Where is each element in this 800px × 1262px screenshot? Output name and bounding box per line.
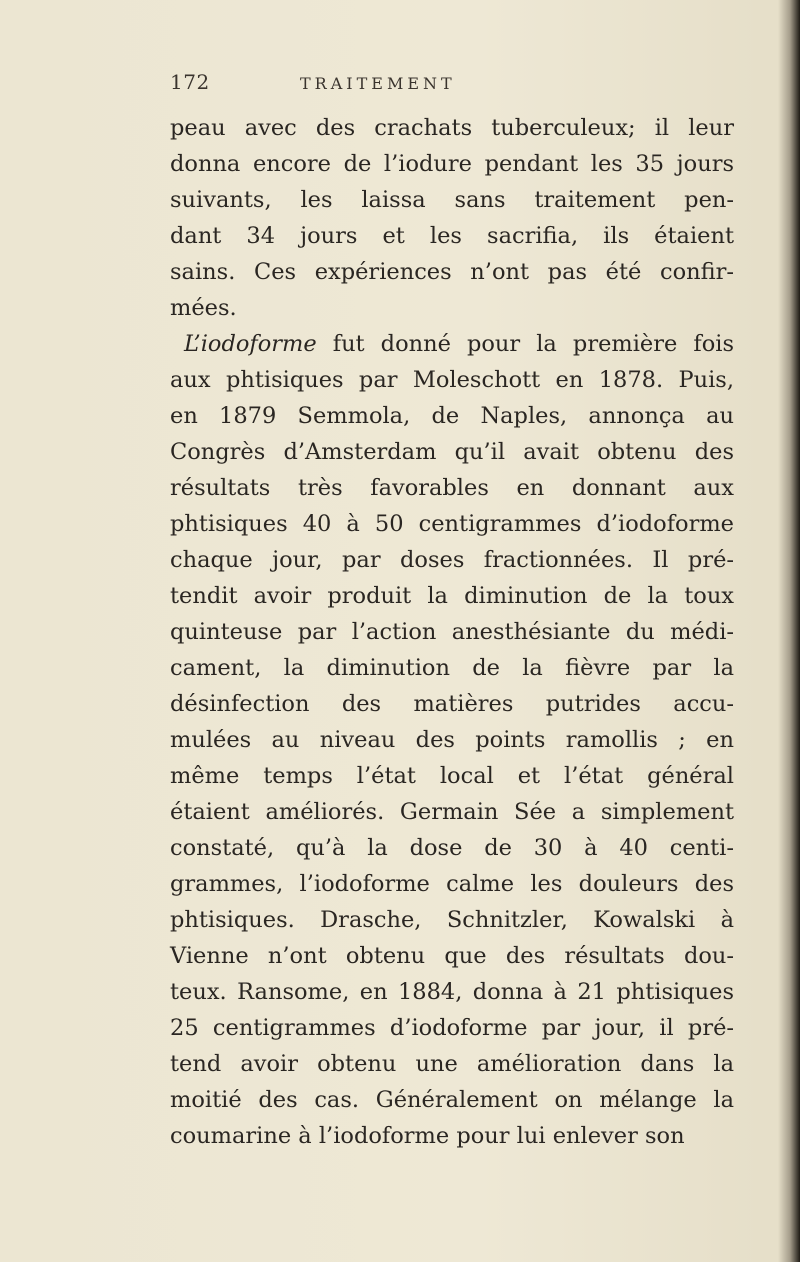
page-edge-shadow bbox=[778, 0, 800, 1262]
text-line: grammes, l’iodoforme calme les douleurs des bbox=[170, 871, 734, 897]
text-line: aux phtisiques par Moleschott en 1878. Puis, bbox=[170, 367, 734, 393]
text-line: constaté, qu’à la dose de 30 à 40 centi- bbox=[170, 835, 734, 861]
text-line: teux. Ransome, en 1884, donna à 21 phtisiques bbox=[170, 979, 734, 1005]
text-line-rest: fut donné pour la première fois bbox=[316, 331, 734, 357]
text-line: en 1879 Semmola, de Naples, annonça au bbox=[170, 403, 734, 429]
paragraph-start-line bbox=[170, 326, 734, 362]
text-line: sains. Ces expériences n’ont pas été confir- bbox=[170, 259, 734, 285]
running-head bbox=[170, 70, 730, 100]
text-line: mées. bbox=[170, 295, 237, 321]
text-line: Vienne n’ont obtenu que des résultats dou- bbox=[170, 943, 734, 969]
text-line: même temps l’état local et l’état général bbox=[170, 763, 734, 789]
text-line: coumarine à l’iodoforme pour lui enlever son bbox=[170, 1123, 685, 1149]
text-line: moitié des cas. Généralement on mélange la bbox=[170, 1087, 734, 1113]
text-line: désinfection des matières putrides accu- bbox=[170, 691, 734, 717]
text-line: tend avoir obtenu une amélioration dans la bbox=[170, 1051, 734, 1077]
text-line: suivants, les laissa sans traitement pen- bbox=[170, 187, 734, 213]
text-line: phtisiques. Drasche, Schnitzler, Kowalski à bbox=[170, 907, 734, 933]
text-line: donna encore de l’iodure pendant les 35 jours bbox=[170, 151, 734, 177]
text-line: étaient améliorés. Germain Sée a simplement bbox=[170, 799, 734, 825]
text-line: cament, la diminution de la fièvre par la bbox=[170, 655, 734, 681]
text-line: quinteuse par l’action anesthésiante du médi- bbox=[170, 619, 734, 645]
text-line: 25 centigrammes d’iodoforme par jour, il pré- bbox=[170, 1015, 734, 1041]
text-line: résultats très favorables en donnant aux bbox=[170, 475, 734, 501]
text-line: mulées au niveau des points ramollis ; en bbox=[170, 727, 734, 753]
text-line: chaque jour, par doses fractionnées. Il pré- bbox=[170, 547, 734, 573]
page-number: 172 bbox=[170, 70, 210, 94]
text-line: tendit avoir produit la diminution de la toux bbox=[170, 583, 734, 609]
text-line: dant 34 jours et les sacrifia, ils étaient bbox=[170, 223, 734, 249]
text-line: phtisiques 40 à 50 centigrammes d’iodoforme bbox=[170, 511, 734, 537]
text-line: Congrès d’Amsterdam qu’il avait obtenu des bbox=[170, 439, 734, 465]
text-line: peau avec des crachats tuberculeux; il leur bbox=[170, 115, 734, 141]
running-title: TRAITEMENT bbox=[300, 74, 456, 93]
body-text bbox=[170, 110, 734, 1154]
italic-term: L’iodoforme bbox=[184, 331, 317, 357]
